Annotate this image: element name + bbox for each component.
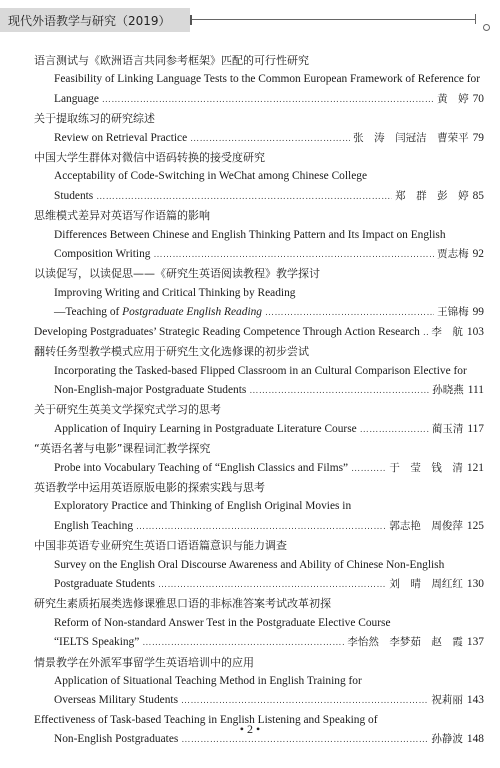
- english-title-end: Non-English Postgraduates: [54, 733, 179, 746]
- author-names: 贾志梅: [437, 248, 469, 261]
- english-title-end: Developing Postgraduates’ Strategic Reading Competence Through Action Research: [34, 325, 420, 338]
- english-title-line: Application of Situational Teaching Method in English Training for: [54, 675, 362, 687]
- english-title-line: Acceptability of Code-Switching in WeChat among Chinese College: [54, 170, 368, 183]
- italic-book-title: Postgraduate English Reading: [122, 306, 262, 319]
- english-title-end: Postgraduate Students: [54, 577, 155, 590]
- author-names: 孙静波: [431, 733, 463, 746]
- english-title-end: Application of Inquiry Learning in Postgraduate Literature Course: [54, 422, 357, 435]
- chinese-title: 翻转任务型教学模式应用于研究生文化选修课的初步尝试: [34, 345, 309, 359]
- english-title-end: English Teaching: [54, 519, 134, 532]
- page-ref: 130: [466, 577, 484, 590]
- chinese-title: 以读促写，以读促思——《研究生英语阅读教程》教学探讨: [34, 267, 320, 281]
- page-ref: 121: [466, 461, 484, 474]
- dot-leader: [249, 381, 429, 400]
- toc-leader-line: [34, 575, 484, 594]
- header-tick: [475, 14, 476, 24]
- dot-leader: [265, 303, 434, 322]
- chinese-title: 中国大学生群体对微信中语码转换的接受度研究: [34, 151, 265, 165]
- toc-entry: [34, 594, 484, 652]
- toc-leader-line: [34, 517, 484, 536]
- dot-leader: [153, 245, 434, 264]
- author-names: 郑 群 彭 婷: [395, 189, 469, 202]
- dot-leader: [96, 187, 392, 206]
- toc-entry: [34, 653, 484, 711]
- toc-leader-line: [34, 381, 484, 400]
- page-ref: 117: [467, 422, 484, 435]
- toc-entry: [34, 536, 484, 594]
- english-title-line: Survey on the English Oral Discourse Awareness and Ability of Chinese Non-English: [54, 558, 445, 571]
- toc-entry: [34, 323, 484, 342]
- author-names: 郭志艳 周俊萍: [389, 519, 463, 532]
- english-title-end: Review on Retrieval Practice: [54, 131, 188, 144]
- author-names: 黄 婷: [437, 92, 469, 105]
- running-header: [0, 8, 500, 34]
- dot-leader: [102, 90, 434, 109]
- page-ref: 125: [466, 519, 484, 532]
- dot-leader: [351, 459, 386, 478]
- english-title-line: Effectiveness of Task-based Teaching in English Listening and Speaking of: [34, 713, 378, 726]
- english-title-end: Composition Writing: [54, 248, 151, 261]
- toc-leader-line: [34, 420, 484, 439]
- dot-leader: [158, 575, 386, 594]
- english-title-end: —Teaching of Postgraduate English Reading: [54, 306, 262, 319]
- toc-leader-line: [34, 303, 484, 322]
- page-ref: 111: [467, 383, 484, 396]
- toc-leader-line: [34, 459, 484, 478]
- toc-leader-line: [34, 633, 484, 652]
- header-divider: [190, 15, 200, 25]
- toc-leader-line: [34, 245, 484, 264]
- author-names: 蔺玉清: [431, 422, 464, 435]
- toc-leader-line: [34, 187, 484, 206]
- toc-leader-line: [34, 129, 484, 148]
- toc-entry: [34, 478, 484, 536]
- chinese-title: “英语名著与电影”课程词汇教学探究: [34, 442, 211, 456]
- page-ref: 85: [472, 189, 484, 202]
- author-names: 孙晓燕: [432, 383, 464, 396]
- page-ref: 148: [466, 733, 484, 746]
- author-names: 祝莉丽: [431, 694, 463, 707]
- dot-leader: [423, 323, 429, 342]
- english-title-line: Reform of Non-standard Answer Test in the Postgraduate Elective Course: [54, 616, 391, 629]
- dot-leader: [136, 517, 386, 536]
- author-names: 于 莹 钱 清: [389, 461, 463, 474]
- header-rule: [192, 19, 476, 20]
- toc-entry: [34, 342, 484, 400]
- dot-leader: [181, 691, 428, 710]
- page-ref: 70: [472, 92, 484, 105]
- english-title-end: Students: [54, 189, 94, 202]
- header-band: [0, 8, 190, 32]
- chinese-title: 关于提取练习的研究综述: [34, 112, 155, 126]
- toc-entry: [34, 439, 484, 478]
- dot-leader: [360, 420, 429, 439]
- toc-entry: [34, 148, 484, 206]
- journal-title: 现代外语教学与研究（2019）: [8, 14, 171, 28]
- english-title-end: Probe into Vocabulary Teaching of “English Classics and Films”: [54, 461, 349, 474]
- page-ref: 137: [466, 636, 484, 649]
- toc-entry: [34, 400, 484, 439]
- toc-leader-line: [34, 323, 484, 342]
- toc-leader-line: [34, 90, 484, 109]
- english-title-line: Feasibility of Linking Language Tests to the Common European Framework of Reference for: [54, 73, 481, 86]
- page-ref: 99: [472, 306, 484, 319]
- english-title-end: “IELTS Speaking”: [54, 636, 140, 649]
- dot-leader: [142, 633, 344, 652]
- chinese-title: 研究生素质拓展类选修课雅思口语的非标准答案考试改革初探: [34, 597, 331, 611]
- toc-entry: [34, 206, 484, 264]
- page-number: • 2 •: [239, 722, 261, 736]
- english-title-end: Non-English-major Postgraduate Students: [54, 383, 247, 396]
- author-names: 李怡然 李梦茹 赵 霞: [347, 636, 463, 649]
- english-title-line: Incorporating the Tasked-based Flipped Classroom in an Cultural Comparison Elective for: [54, 364, 467, 377]
- page-ref: 143: [466, 694, 484, 707]
- page-ref: 103: [466, 325, 484, 338]
- toc-leader-line: [34, 691, 484, 710]
- english-title-end: Language: [54, 92, 99, 105]
- table-of-contents: [34, 51, 484, 750]
- toc-entry: [34, 51, 484, 109]
- dot-leader: [190, 129, 350, 148]
- chinese-title: 英语教学中运用英语原版电影的探索实践与思考: [34, 480, 265, 494]
- english-title-line: Differences Between Chinese and English Thinking Pattern and Its Impact on English: [54, 228, 446, 241]
- chinese-title: 语言测试与《欧洲语言共同参考框架》匹配的可行性研究: [34, 54, 309, 67]
- english-title-line: Exploratory Practice and Thinking of English Original Movies in: [54, 500, 352, 513]
- author-names: 李 航: [431, 325, 463, 338]
- chinese-title: 关于研究生英美文学探究式学习的思考: [34, 403, 221, 417]
- author-names: 王锦梅: [437, 306, 469, 319]
- page-ref: 79: [472, 131, 484, 144]
- toc-entry: [34, 264, 484, 322]
- page-ref: 92: [472, 248, 484, 261]
- header-circle-ornament: [483, 24, 490, 31]
- chinese-title: 思维模式差异对英语写作语篇的影响: [34, 209, 210, 223]
- author-names: 张 涛 闫冠洁 曹荣平: [353, 131, 469, 144]
- chinese-title: 中国非英语专业研究生英语口语语篇意识与能力调查: [34, 539, 287, 553]
- author-names: 刘 晴 周红红: [389, 577, 463, 590]
- english-title-line: Improving Writing and Critical Thinking by Reading: [54, 286, 296, 299]
- chinese-title: 情景教学在外派军事留学生英语培训中的应用: [34, 655, 254, 669]
- english-title-end: Overseas Military Students: [54, 694, 179, 707]
- toc-entry: [34, 109, 484, 148]
